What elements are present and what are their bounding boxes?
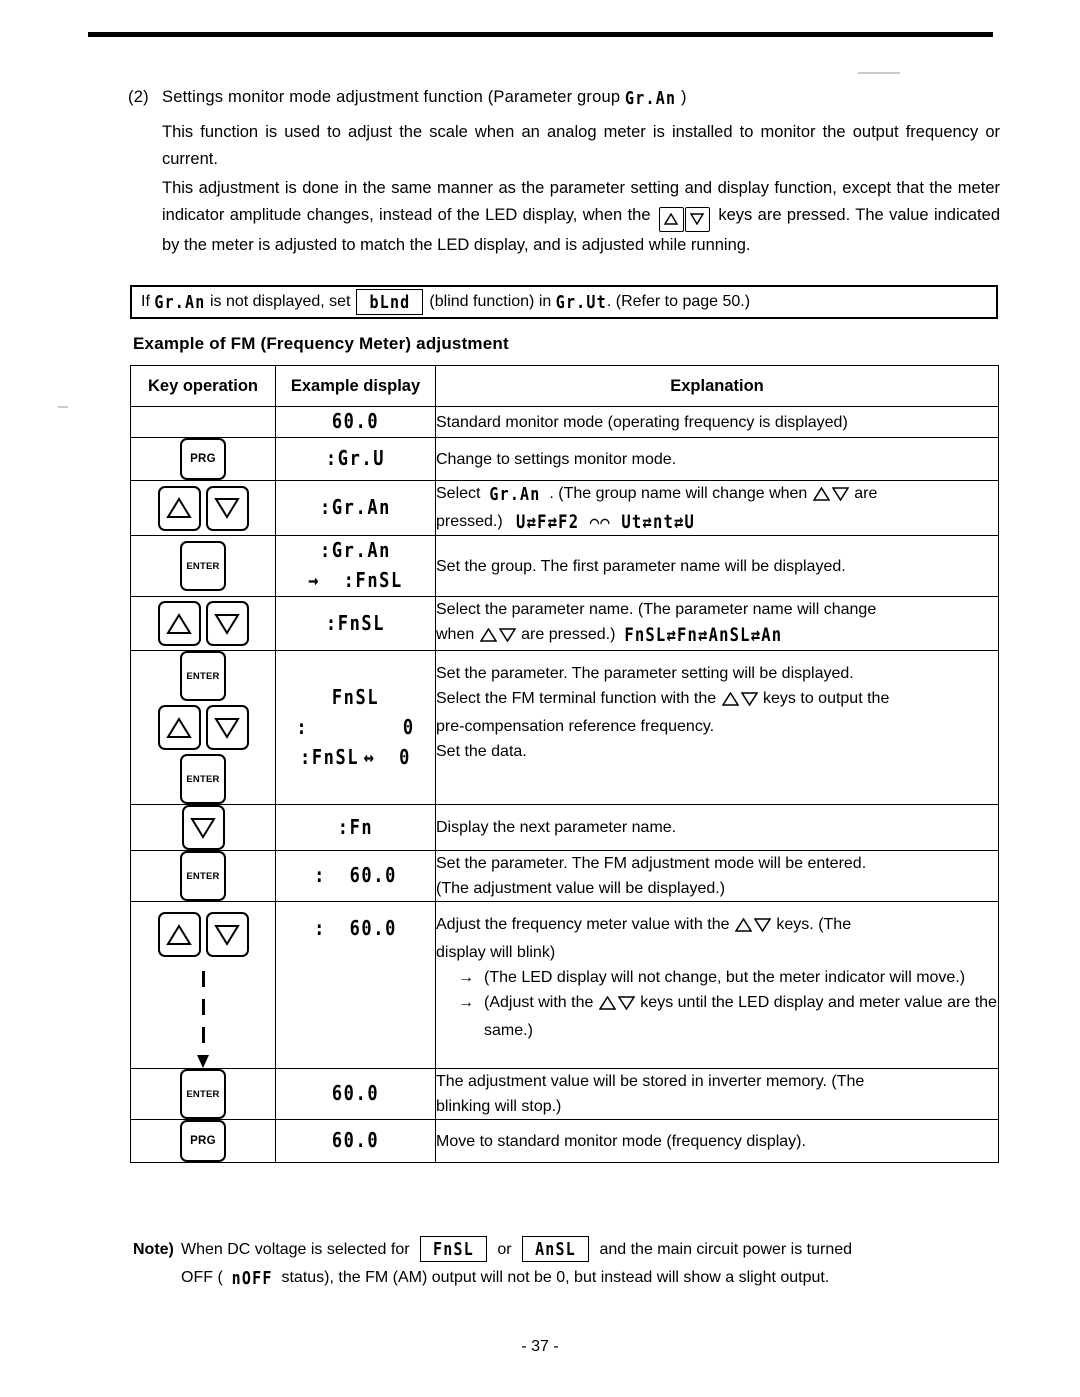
- prg-key[interactable]: PRG: [180, 438, 226, 480]
- triangle-up-icon: [166, 924, 192, 946]
- explanation-line-4: Set the data.: [436, 743, 527, 760]
- example-display-cell: [276, 481, 436, 536]
- table-row: [131, 805, 999, 851]
- scan-speckle: [858, 72, 900, 74]
- explanation-cell: [436, 481, 999, 536]
- display-text: :Fn: [337, 815, 374, 840]
- key-operation-cell: [131, 651, 276, 805]
- down-key[interactable]: [206, 705, 249, 750]
- bullet-text-b: keys until the LED display and meter value are the same.): [484, 994, 997, 1039]
- triangle-down-icon: [832, 484, 849, 509]
- explanation-cell: Standard monitor mode (operating frequency is displayed): [436, 407, 999, 438]
- explanation-line-2: display will blink): [436, 944, 556, 961]
- example-display-cell: [276, 597, 436, 651]
- triangle-up-icon: [722, 689, 739, 714]
- blind-seg-a: Gr.An: [154, 291, 206, 313]
- explanation-cell: Set the group. The first parameter name will be displayed.: [436, 536, 999, 597]
- section-number: (2): [128, 88, 149, 106]
- paragraph-2-part-a: This adjustment is done in the same manner as the parameter setting and display function, except that the meter indicator amplitude changes, instead of the LED display, when the: [162, 179, 1000, 224]
- triangle-up-icon: [480, 625, 497, 650]
- section-title-line: [128, 88, 1000, 107]
- explanation-line-1: [436, 912, 998, 940]
- enter-key[interactable]: ENTER: [180, 541, 226, 591]
- display-text: :FnSL: [300, 745, 360, 770]
- down-key-icon: [685, 207, 710, 232]
- key-operation-cell: [131, 536, 276, 597]
- example-display-cell: [276, 1120, 436, 1163]
- display-text: : 60.0: [314, 917, 397, 941]
- blind-seg-box-label: bLnd: [369, 291, 411, 313]
- explanation-seg-sequence: FnSL⇄Fn⇄AnSL⇄An: [624, 624, 783, 646]
- table-row: [131, 902, 999, 1069]
- key-operation-cell: [131, 481, 276, 536]
- header-key-operation: Key operation: [131, 366, 276, 407]
- key-operation-cell: [131, 805, 276, 851]
- note-seg-box-ansl: [522, 1236, 589, 1262]
- blind-text-b: is not displayed, set: [209, 293, 351, 310]
- table-row: [131, 481, 999, 536]
- explanation-text-c: are: [854, 485, 878, 502]
- example-display-cell: [276, 851, 436, 902]
- up-key[interactable]: [158, 601, 201, 646]
- paragraph-2: [162, 175, 1000, 259]
- explanation-cell: [436, 851, 999, 902]
- explanation-text-d: pressed.): [436, 513, 503, 530]
- explanation-cell: Display the next parameter name.: [436, 805, 999, 851]
- display-text: → :FnSL: [308, 569, 403, 593]
- bullet-text-a: (Adjust with the: [484, 994, 594, 1011]
- triangle-up-icon: [813, 484, 830, 509]
- example-display-cell: [276, 805, 436, 851]
- note-seg-fnsl: FnSL: [433, 1238, 474, 1260]
- key-operation-cell: [131, 1069, 276, 1120]
- table-row: [131, 597, 999, 651]
- note-seg-ansl: AnSL: [535, 1238, 577, 1260]
- header-explanation: Explanation: [436, 366, 999, 407]
- explanation-line-1: [436, 481, 998, 509]
- explanation-text-a: Select: [436, 485, 481, 502]
- explanation-line-2: [436, 622, 998, 650]
- display-text: : 0: [296, 715, 415, 740]
- explanation-line-2: blinking will stop.): [436, 1098, 562, 1115]
- note-text-c: OFF (: [181, 1269, 223, 1286]
- note-line-2: [181, 1264, 1003, 1292]
- table-heading: Example of FM (Frequency Meter) adjustment: [133, 334, 509, 353]
- note-text-a: When DC voltage is selected for: [181, 1241, 410, 1258]
- example-display-cell: [276, 651, 436, 805]
- blind-text-c: (blind function) in: [429, 293, 552, 310]
- up-key[interactable]: [158, 705, 201, 750]
- example-display-cell: [276, 438, 436, 481]
- triangle-up-icon: [599, 993, 616, 1018]
- note-seg-box-fnsl: [420, 1236, 487, 1262]
- explanation-text-b: . (The group name will change when: [549, 485, 808, 502]
- explanation-line-2: (The adjustment value will be displayed.): [436, 880, 726, 897]
- example-display-cell: [276, 1069, 436, 1120]
- explanation-seg: Gr.An: [489, 483, 541, 505]
- table-header-row: [131, 366, 999, 407]
- enter-key[interactable]: ENTER: [180, 754, 226, 804]
- explanation-cell: Change to settings monitor mode.: [436, 438, 999, 481]
- paragraph-2-part-b: keys are pressed. The value indicated by the meter is adjusted to match the LED display, and is adjusted while running.: [162, 206, 1000, 254]
- section-title-paren: ): [681, 88, 687, 106]
- explanation-line-2: [436, 686, 998, 714]
- down-key[interactable]: [206, 601, 249, 646]
- footer-note: [133, 1236, 1003, 1292]
- table-row: [131, 851, 999, 902]
- note-line-1-body: [181, 1236, 1003, 1264]
- triangle-down-icon: [214, 717, 240, 739]
- display-text: :Gr.An: [319, 539, 391, 563]
- note-seg-noff: nOFF: [231, 1267, 273, 1289]
- blind-seg-box: [356, 289, 423, 315]
- explanation-cell: [436, 597, 999, 651]
- display-text: :Gr.U: [325, 447, 386, 471]
- triangle-down-icon: [190, 817, 216, 839]
- header-example-display: Example display: [276, 366, 436, 407]
- blind-text-a: If: [141, 293, 150, 310]
- blind-text-d: . (Refer to page 50.): [606, 293, 751, 310]
- explanation-cell: [436, 1069, 999, 1120]
- display-text: 60.0: [331, 410, 380, 434]
- display-text: FnSL: [331, 685, 380, 710]
- key-operation-cell: [131, 407, 276, 438]
- explanation-bullet: [458, 990, 998, 1043]
- header-rule: [88, 32, 993, 37]
- up-key[interactable]: [158, 912, 201, 957]
- intro-block: [128, 88, 1000, 259]
- key-operation-cell: [131, 851, 276, 902]
- display-text: :FnSL: [325, 611, 386, 636]
- table-row: [131, 438, 999, 481]
- table-row: [131, 407, 999, 438]
- key-operation-cell: [131, 1120, 276, 1163]
- display-text: ↔ 0: [363, 745, 411, 770]
- table-row: [131, 1120, 999, 1163]
- note-text-d: status), the FM (AM) output will not be 0, but instead will show a slight output.: [281, 1269, 830, 1286]
- note-or: or: [497, 1241, 512, 1258]
- bullet-text: (The LED display will not change, but the meter indicator will move.): [484, 969, 966, 986]
- key-operation-cell: [131, 438, 276, 481]
- triangle-up-icon: [664, 213, 678, 225]
- display-text: 60.0: [331, 1082, 380, 1106]
- arrow-right-icon: →: [458, 994, 474, 1011]
- page-number: - 37 -: [521, 1338, 559, 1355]
- example-display-cell: [276, 902, 436, 1069]
- down-key[interactable]: [206, 912, 249, 957]
- triangle-down-icon: [499, 625, 516, 650]
- blind-seg-c: Gr.Ut: [555, 291, 607, 313]
- note-label: Note): [133, 1241, 174, 1258]
- blind-function-note: [130, 285, 998, 319]
- key-operation-cell: [131, 597, 276, 651]
- section-title: [162, 88, 1000, 107]
- explanation-text-a: Adjust the frequency meter value with the: [436, 916, 730, 933]
- paragraph-1: This function is used to adjust the scale when an analog meter is installed to monitor the output frequency or current.: [162, 123, 1000, 168]
- key-operation-cell: [131, 902, 276, 1069]
- explanation-text-a: when: [436, 626, 475, 643]
- enter-key[interactable]: ENTER: [180, 651, 226, 701]
- explanation-cell: Move to standard monitor mode (frequency display).: [436, 1120, 999, 1163]
- example-display-cell: [276, 407, 436, 438]
- dashed-down-arrow-icon: [131, 971, 275, 1068]
- explanation-text-a: Select the FM terminal function with the: [436, 690, 717, 707]
- example-display-cell: [276, 536, 436, 597]
- explanation-line-1: The adjustment value will be stored in inverter memory. (The: [436, 1073, 865, 1090]
- updown-key-pair-inline: [659, 207, 710, 232]
- explanation-line-1: Set the parameter. The parameter setting will be displayed.: [436, 665, 854, 682]
- triangle-up-icon: [166, 717, 192, 739]
- triangle-up-icon: [166, 497, 192, 519]
- up-key-icon: [659, 207, 684, 232]
- note-line-1: [133, 1236, 1003, 1264]
- triangle-down-icon: [741, 689, 758, 714]
- down-key[interactable]: [206, 486, 249, 531]
- explanation-text-b: keys to output the: [763, 690, 890, 707]
- table-row: [131, 536, 999, 597]
- bullet-text: [484, 990, 998, 1043]
- explanation-cell: [436, 651, 999, 805]
- down-key[interactable]: [182, 805, 225, 850]
- section-title-seg: Gr.An: [625, 87, 677, 109]
- enter-key[interactable]: ENTER: [180, 1069, 226, 1119]
- triangle-down-icon: [214, 497, 240, 519]
- explanation-bullet: [458, 965, 998, 990]
- arrow-right-icon: →: [458, 969, 474, 986]
- section-title-text: Settings monitor mode adjustment function (Parameter group: [162, 88, 621, 106]
- table-row: [131, 651, 999, 805]
- operations-table: [130, 365, 999, 1163]
- display-text: :Gr.An: [319, 496, 391, 520]
- triangle-up-icon: [166, 613, 192, 635]
- explanation-text-b: are pressed.): [521, 626, 616, 643]
- display-text: 60.0: [331, 1129, 380, 1153]
- triangle-down-icon: [618, 993, 635, 1018]
- explanation-seg-sequence: U⇄F⇄F2 ⌒⌒ Ut⇄nt⇄U: [516, 511, 696, 533]
- triangle-down-icon: [214, 613, 240, 635]
- explanation-line-2: [436, 509, 998, 535]
- triangle-down-icon: [690, 213, 704, 225]
- table-row: [131, 1069, 999, 1120]
- triangle-up-icon: [735, 915, 752, 940]
- enter-key[interactable]: ENTER: [180, 851, 226, 901]
- explanation-line-3: pre-compensation reference frequency.: [436, 718, 715, 735]
- scan-speckle: [58, 406, 68, 408]
- prg-key[interactable]: PRG: [180, 1120, 226, 1162]
- explanation-line-1: Select the parameter name. (The parameter name will change: [436, 601, 877, 618]
- up-key[interactable]: [158, 486, 201, 531]
- explanation-text-b: keys. (The: [776, 916, 852, 933]
- explanation-line-1: Set the parameter. The FM adjustment mode will be entered.: [436, 855, 867, 872]
- display-text: : 60.0: [314, 864, 397, 888]
- triangle-down-icon: [214, 924, 240, 946]
- explanation-cell: [436, 902, 999, 1069]
- note-text-b: and the main circuit power is turned: [599, 1241, 853, 1258]
- triangle-down-icon: [754, 915, 771, 940]
